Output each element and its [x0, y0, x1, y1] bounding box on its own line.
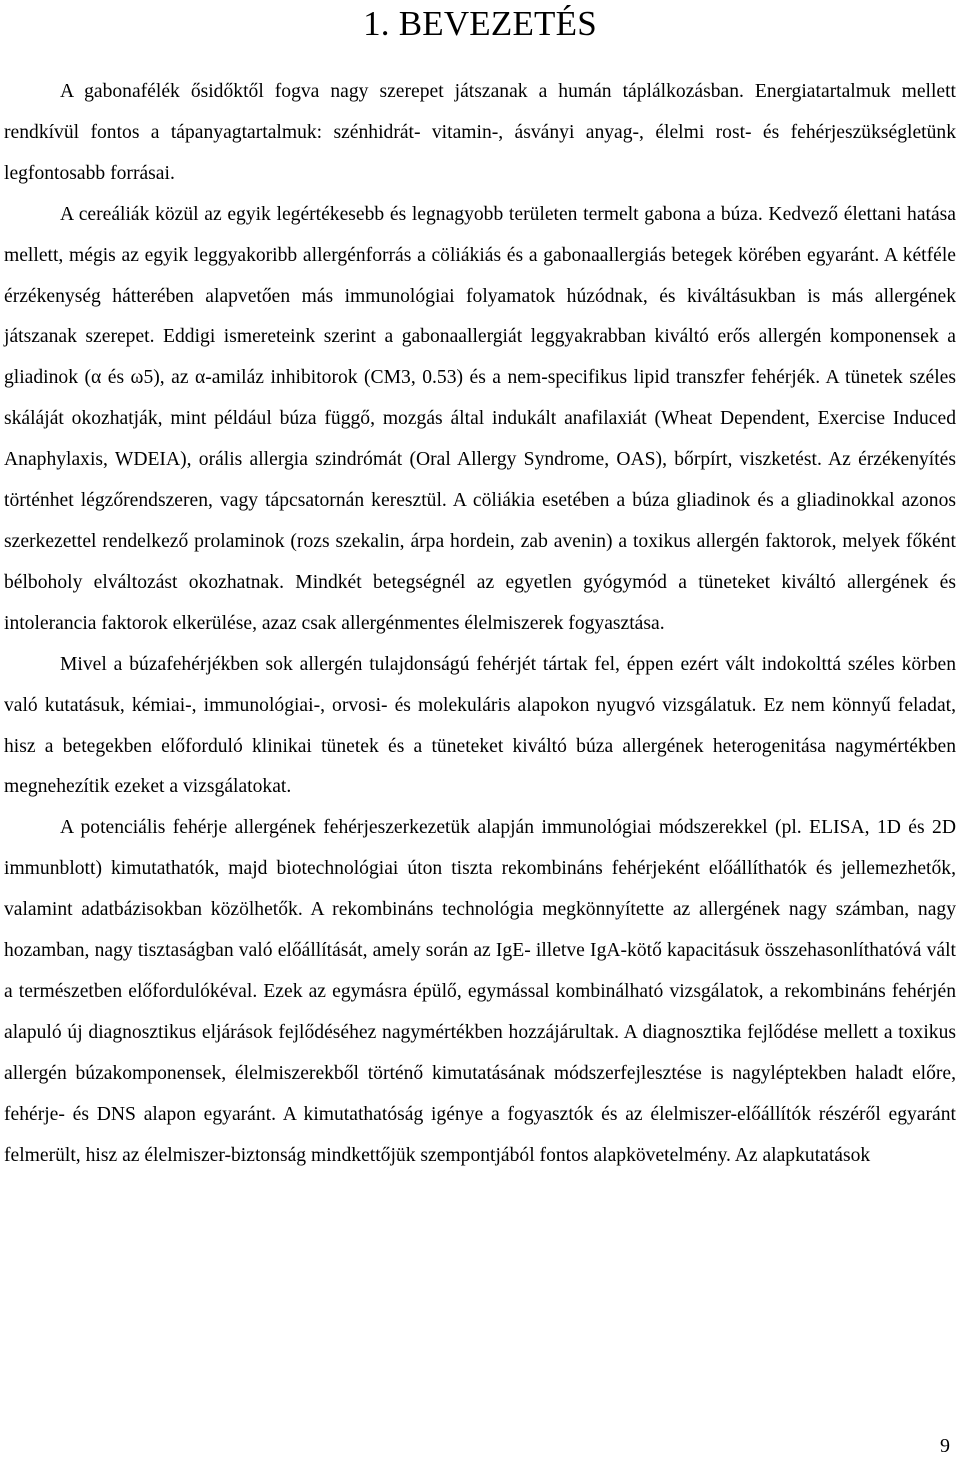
paragraph-intro: A gabonafélék ősidőktől fogva nagy szerepet játszanak a humán táplálkozásban. Energiatartalmuk mellett rendkívül fontos a tápanyagtartalmuk: szénhidrát- vitamin-, ásványi anyag-, élelmi rost- és fehérjeszükségletünk legfontosabb forrásai. — [4, 81, 956, 184]
paragraph-recombinant-methods: A potenciális fehérje allergének fehérjeszerkezetük alapján immunológiai módszerekkel (pl. ELISA, 1D és 2D immunblott) kimutathatók, majd biotechnológiai úton tiszta rekombináns fehérjeként előállíthatók és jellemezhetők, valamint adatbázisokban közölhetők. A rekombináns technológia megkönnyítette az allergének nagy számban, nagy hozamban, nagy tisztaságban való előállítását, amely során az IgE- illetve IgA-kötő kapacitásuk összehasonlíthatóvá vált a természetben előfordulókéval. Ezek az egymásra épülő, egymással kombinálható vizsgálatok, a rekombináns fehérjén alapuló új diagnosztikus eljárások fejlődéséhez nagymértékben hozzájárultak. A diagnosztika fejlődése mellett a toxikus allergén búzakomponensek, élelmiszerekből történő kimutatásának módszerfejlesztése is nagyléptekben haladt előre, fehérje- és DNS alapon egyaránt. A kimutathatóság igénye a fogyasztók és az élelmiszer-előállítók részéről egyaránt felmerült, hisz az élelmiszer-biztonság mindkettőjük szempontjából fontos alapkövetelmény. Az alapkutatások — [4, 817, 956, 1166]
chapter-title: 1. BEVEZETÉS — [363, 4, 597, 43]
page-number: 9 — [940, 1435, 950, 1457]
paragraph-cereals-allergy: A cereáliák közül az egyik legértékesebb és legnagyobb területen termelt gabona a búza. Kedvező élettani hatása mellett, mégis az egyik leggyakoribb allergénforrás a cöliákiás és a gabonaallergiás betegek körében egyaránt. A kétféle érzékenység hátterében alapvetően más immunológiai folyamatok húzódnak, és kiváltásukban is más allergének játszanak szerepet. Eddigi ismereteink szerint a gabonaallergiát leggyakrabban kiváltó erős allergén komponensek a gliadinok (α és ω5), az α-amiláz inhibitorok (CM3, 0.53) és a nem-specifikus lipid transzfer fehérjék. A tünetek széles skáláját okozhatják, mint például búza függő, mozgás által indukált anafilaxiát (Wheat Dependent, Exercise Induced Anaphylaxis, WDEIA), orális allergia szindrómát (Oral Allergy Syndrome, OAS), bőrpírt, viszketést. Az érzékenyítés történhet légzőrendszeren, vagy tápcsatornán keresztül. A cöliákia esetében a búza gliadinok és a gliadinokkal azonos szerkezettel rendelkező prolaminok (rozs szekalin, árpa hordein, zab avenin) a toxikus allergén faktorok, melyek főként bélboholy elváltozást okozhatnak. Mindkét betegségnél az egyetlen gyógymód a tüneteket kiváltó allergének és intolerancia faktorok elkerülése, azaz csak allergénmentes élelmiszerek fogyasztása. — [4, 203, 956, 634]
body-text — [4, 72, 956, 1176]
paragraph-research-motivation: Mivel a búzafehérjékben sok allergén tulajdonságú fehérjét tártak fel, éppen ezért vált indokolttá széles körben való kutatásuk, kémiai-, immunológiai-, orvosi- és molekuláris alapokon nyugvó vizsgálatuk. Ez nem könnyű feladat, hisz a betegekben előforduló klinikai tünetek és a tüneteket kiváltó búza allergének heterogenitása nagymértékben megnehezítik ezeket a vizsgálatokat. — [4, 653, 956, 798]
